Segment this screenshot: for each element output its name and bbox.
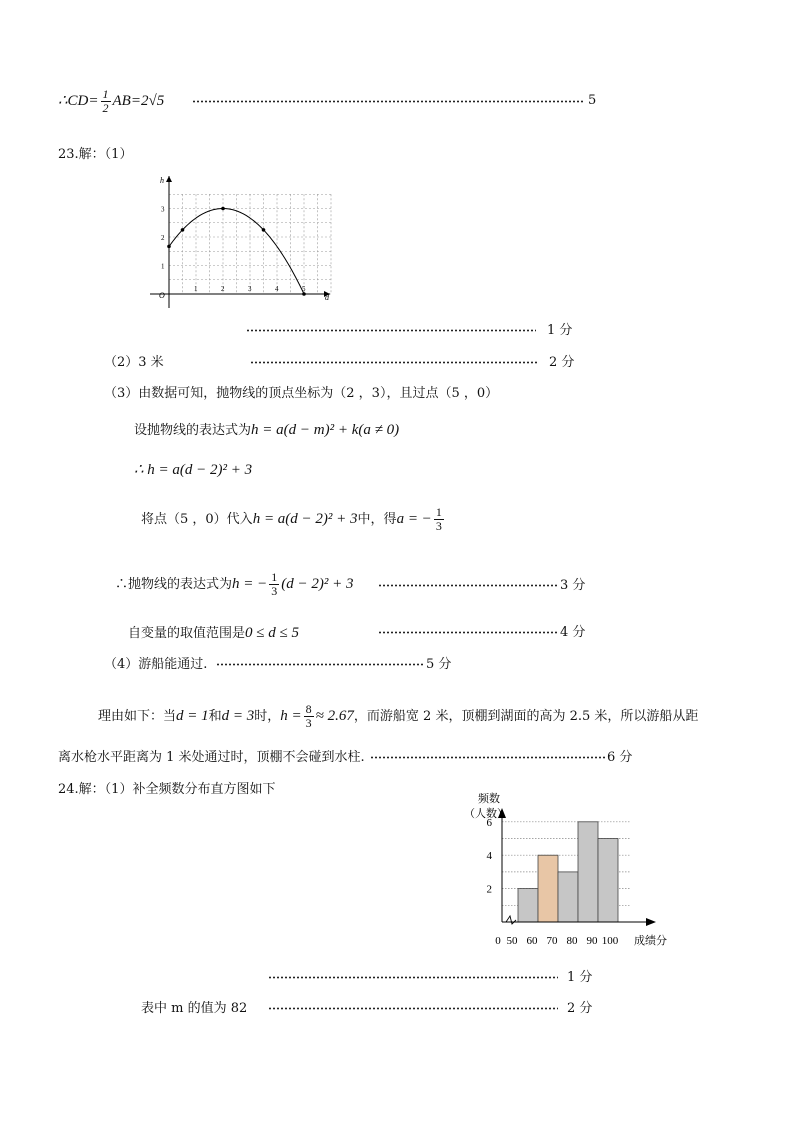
eight-num: 8 xyxy=(305,702,312,716)
reason-line-2: 离水枪水平距离为 1 米处通过时，顶棚不会碰到水柱. xyxy=(58,750,365,765)
therefore-line: ∴ h = a(d − 2)² + 3 xyxy=(134,462,253,478)
substitute-line xyxy=(141,506,446,533)
third-fraction xyxy=(434,506,444,533)
x-tick-label: 60 xyxy=(526,935,538,947)
dot-leader xyxy=(250,361,537,364)
half-num: 1 xyxy=(102,87,109,101)
x-tick-label: 80 xyxy=(566,935,578,947)
dot-leader xyxy=(246,329,536,332)
reason-intro: 理由如下：当 xyxy=(98,709,177,724)
half-den: 2 xyxy=(102,101,109,115)
x-tick-label: 1 xyxy=(194,285,198,293)
eight-den: 3 xyxy=(305,716,312,730)
final-tail: (d − 2)² + 3 xyxy=(281,576,354,592)
y-axis-arrow xyxy=(166,176,172,182)
y-axis-label-line2: （人数） xyxy=(464,808,508,820)
final-expression-line xyxy=(115,571,354,598)
substitute-expr: h = a(d − 2)² + 3 xyxy=(252,511,358,527)
dot-leader xyxy=(268,976,558,979)
x-tick-label: 90 xyxy=(586,935,598,947)
m-value-line: 表中 m 的值为 82 xyxy=(141,1001,248,1016)
reason-d1: d = 1 xyxy=(176,708,209,724)
eight-thirds-fraction xyxy=(304,703,314,730)
axis-break-mark xyxy=(506,916,516,924)
y-tick-label: 1 xyxy=(161,262,165,271)
dot-leader xyxy=(378,631,558,634)
reason-h: h = xyxy=(280,708,302,724)
half-fraction xyxy=(101,88,111,115)
final-h: h = − xyxy=(232,576,268,592)
y-tick-label: 4 xyxy=(486,850,492,863)
y-tick-label: 2 xyxy=(161,234,165,242)
dot-leader xyxy=(378,584,558,587)
reason-line-1 xyxy=(98,703,698,730)
data-point xyxy=(221,207,225,211)
reason-d3: d = 3 xyxy=(221,708,255,724)
set-form-prefix: 设抛物线的表达式为 xyxy=(134,423,252,438)
third-num: 1 xyxy=(435,505,442,519)
x-tick-label: 5 xyxy=(302,285,306,293)
domain-expr: 0 ≤ d ≤ 5 xyxy=(245,625,299,641)
data-point xyxy=(181,228,185,232)
parabola-graph xyxy=(150,172,340,312)
set-form-line xyxy=(134,422,399,439)
dot-leader xyxy=(370,756,606,759)
y-axis-label: h xyxy=(160,176,164,185)
x-tick-label: 0 xyxy=(495,935,501,947)
x-tick-label: 50 xyxy=(506,935,518,947)
question-24-heading: 24.解：（1）补全频数分布直方图如下 xyxy=(58,782,276,797)
dot-leader xyxy=(268,1007,558,1010)
score-3: 3 分 xyxy=(560,578,586,593)
a-equals: a = − xyxy=(396,511,432,527)
part-4-answer: （4）游船能通过. xyxy=(104,657,208,672)
dot-leader xyxy=(216,663,424,666)
histogram-bar xyxy=(558,872,578,922)
parabola-labels xyxy=(159,176,330,302)
set-form-expr: h = a(d − m)² + k(a ≠ 0) xyxy=(251,422,400,438)
final-third-num: 1 xyxy=(271,570,278,584)
domain-prefix: 自变量的取值范围是 xyxy=(128,626,246,641)
parabola-grid xyxy=(169,194,331,294)
cd-equation xyxy=(58,88,164,115)
dot-leader xyxy=(192,100,584,103)
third-den: 3 xyxy=(435,519,442,533)
final-third-fraction xyxy=(269,571,279,598)
histogram xyxy=(444,790,684,955)
x-tick-label: 4 xyxy=(275,285,279,293)
part-3-text: （3）由数据可知，抛物线的顶点坐标为（2 ，3），且过点（5 ，0） xyxy=(104,386,499,401)
score-6: 6 分 xyxy=(607,750,633,765)
histogram-bar xyxy=(538,855,558,922)
final-third-den: 3 xyxy=(271,584,278,598)
score-5-top: 5 xyxy=(588,93,597,108)
x-axis-arrow xyxy=(646,918,656,926)
histogram-bar xyxy=(518,889,538,922)
y-tick-label: 2 xyxy=(486,883,492,896)
score-8: 2 分 xyxy=(567,1001,593,1016)
reason-rest: ，而游船宽 2 米，顶棚到湖面的高为 2.5 米，所以游船从距 xyxy=(353,709,699,724)
histogram-bar xyxy=(578,822,598,922)
substitute-prefix: 将点（5 ，0）代入 xyxy=(141,512,253,527)
score-4: 4 分 xyxy=(560,625,586,640)
final-prefix: ∴抛物线的表达式为 xyxy=(115,577,233,592)
y-tick-label: 6 xyxy=(486,816,492,829)
score-5: 5 分 xyxy=(426,657,452,672)
domain-line xyxy=(128,625,299,642)
x-tick-label: 3 xyxy=(248,285,252,293)
score-1: 1 分 xyxy=(547,323,573,338)
reason-when: 时， xyxy=(254,709,281,724)
part-2-answer: （2）3 米 xyxy=(104,355,164,370)
x-axis-label: d xyxy=(325,293,329,302)
y-axis-label-line1: 频数 xyxy=(478,793,500,805)
substitute-mid: 中，得 xyxy=(357,512,397,527)
score-7: 1 分 xyxy=(567,970,593,985)
histogram-bar xyxy=(598,839,618,923)
score-2: 2 分 xyxy=(549,355,575,370)
cd-label: ∴CD= xyxy=(58,92,99,109)
cd-tail: AB=2√5 xyxy=(112,92,165,109)
x-tick-label: 70 xyxy=(546,935,558,947)
x-tick-label: 2 xyxy=(221,285,225,293)
reason-approx: ≈ 2.67 xyxy=(315,708,354,724)
question-23-heading: 23.解：（1） xyxy=(58,147,133,162)
origin-label: O xyxy=(159,291,165,300)
x-tick-label: 100 xyxy=(601,935,619,947)
x-axis-label: 成绩分 xyxy=(634,935,667,947)
reason-and: 和 xyxy=(208,709,222,724)
data-point xyxy=(167,245,171,249)
histogram-labels xyxy=(464,791,667,947)
data-point xyxy=(262,228,266,232)
y-tick-label: 3 xyxy=(161,205,165,214)
